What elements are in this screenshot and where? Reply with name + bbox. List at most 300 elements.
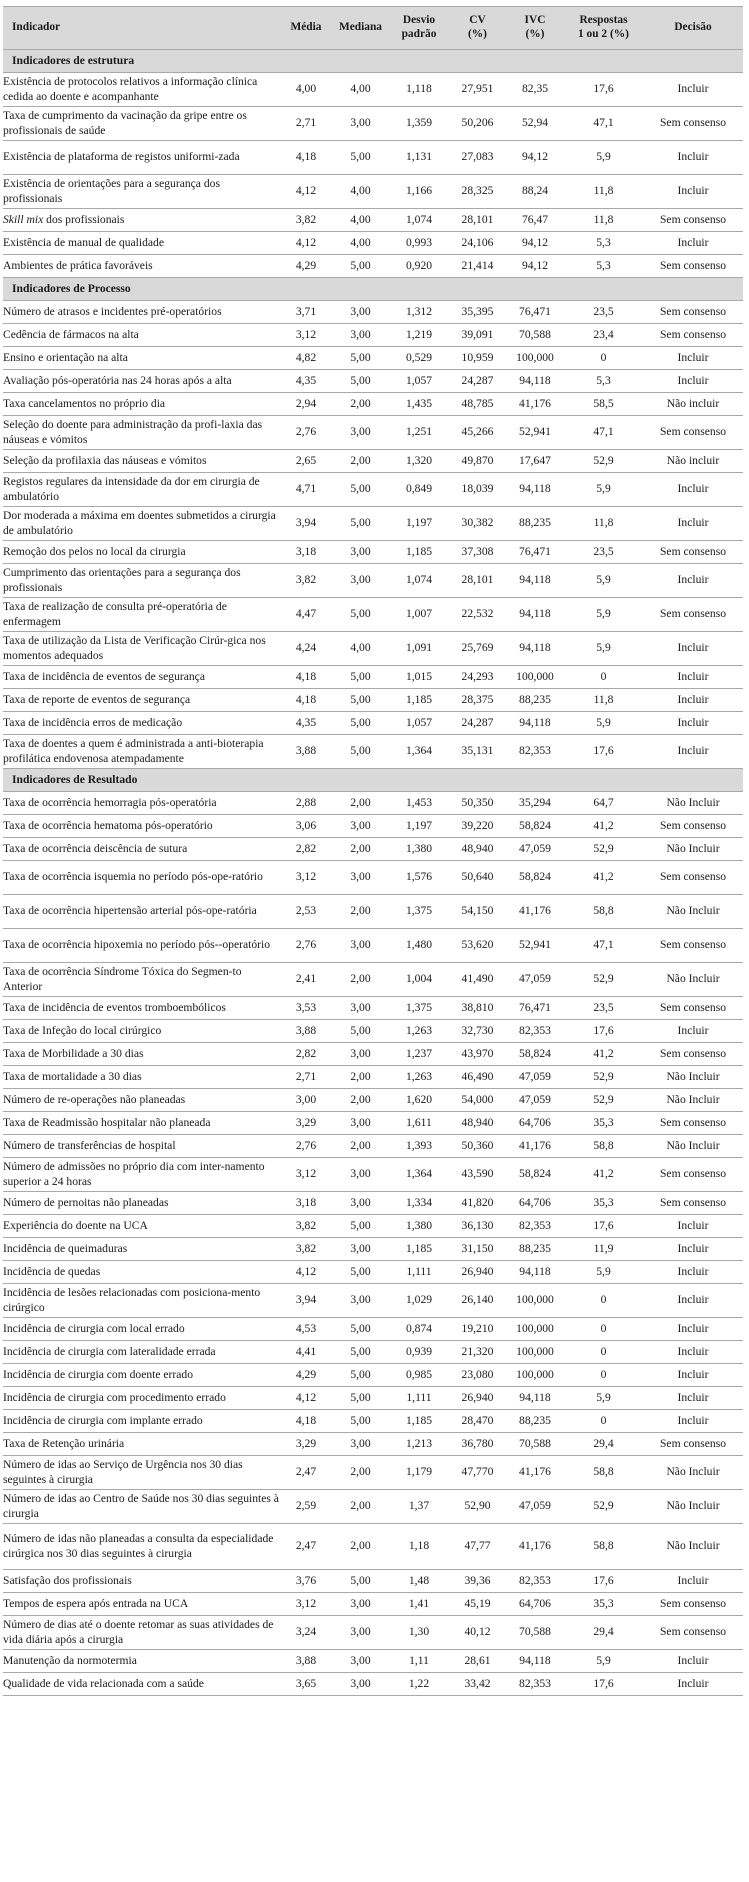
cell-cv: 48,940 <box>449 1112 506 1135</box>
table-row <box>3 1318 743 1341</box>
cell-media: 2,76 <box>280 416 332 450</box>
cell-media: 2,53 <box>280 895 332 929</box>
cell-cv: 30,382 <box>449 507 506 541</box>
cell-desvio: 1,251 <box>389 416 449 450</box>
header-mediana: Mediana <box>332 7 389 50</box>
cell-mediana: 3,00 <box>332 1284 389 1318</box>
table-row <box>3 73 743 107</box>
cell-resp: 58,8 <box>564 1135 643 1158</box>
cell-cv: 26,940 <box>449 1387 506 1410</box>
table-row <box>3 1456 743 1490</box>
cell-ivc: 100,000 <box>506 1341 564 1364</box>
table-row <box>3 1135 743 1158</box>
cell-decisao: Incluir <box>643 1570 743 1593</box>
cell-decisao: Sem consenso <box>643 1043 743 1066</box>
indicator-name: Taxa de utilização da Lista de Verificação Cirúr-gica nos momentos adequados <box>3 632 280 666</box>
indicator-name: Incidência de cirurgia com lateralidade errada <box>3 1341 280 1364</box>
cell-mediana: 2,00 <box>332 1456 389 1490</box>
cell-media: 3,18 <box>280 1192 332 1215</box>
cell-decisao: Incluir <box>643 632 743 666</box>
indicator-name: Avaliação pós-operatória nas 24 horas após a alta <box>3 370 280 393</box>
indicator-name: Taxa de Infeção do local cirúrgico <box>3 1020 280 1043</box>
cell-cv: 24,293 <box>449 666 506 689</box>
cell-ivc: 58,824 <box>506 1043 564 1066</box>
cell-ivc: 41,176 <box>506 1456 564 1490</box>
table-row <box>3 370 743 393</box>
cell-mediana: 5,00 <box>332 666 389 689</box>
indicator-name: Número de transferências de hospital <box>3 1135 280 1158</box>
table-row <box>3 1284 743 1318</box>
cell-mediana: 3,00 <box>332 301 389 324</box>
cell-ivc: 52,94 <box>506 107 564 141</box>
cell-mediana: 5,00 <box>332 507 389 541</box>
table-row <box>3 1433 743 1456</box>
cell-resp: 0 <box>564 1410 643 1433</box>
table-row <box>3 1215 743 1238</box>
cell-media: 4,41 <box>280 1341 332 1364</box>
cell-ivc: 76,471 <box>506 541 564 564</box>
cell-desvio: 1,611 <box>389 1112 449 1135</box>
cell-mediana: 5,00 <box>332 1341 389 1364</box>
cell-ivc: 70,588 <box>506 1616 564 1650</box>
table-row <box>3 1112 743 1135</box>
table-row <box>3 1261 743 1284</box>
cell-cv: 49,870 <box>449 450 506 473</box>
cell-media: 4,71 <box>280 473 332 507</box>
cell-decisao: Incluir <box>643 175 743 209</box>
cell-decisao: Incluir <box>643 1284 743 1318</box>
cell-decisao: Incluir <box>643 1673 743 1696</box>
header-respostas-line1: Respostas <box>579 14 628 27</box>
cell-cv: 45,19 <box>449 1593 506 1616</box>
cell-media: 4,29 <box>280 1364 332 1387</box>
cell-desvio: 1,007 <box>389 598 449 632</box>
cell-decisao: Incluir <box>643 347 743 370</box>
cell-ivc: 47,059 <box>506 1490 564 1524</box>
table-row <box>3 416 743 450</box>
cell-cv: 27,951 <box>449 73 506 107</box>
cell-decisao: Não Incluir <box>643 1524 743 1570</box>
cell-mediana: 3,00 <box>332 1158 389 1192</box>
table-row <box>3 1089 743 1112</box>
indicator-name: Número de atrasos e incidentes pré-operatórios <box>3 301 280 324</box>
cell-desvio: 1,41 <box>389 1593 449 1616</box>
cell-mediana: 5,00 <box>332 370 389 393</box>
cell-desvio: 1,237 <box>389 1043 449 1066</box>
cell-cv: 28,101 <box>449 209 506 232</box>
cell-media: 3,24 <box>280 1616 332 1650</box>
cell-mediana: 3,00 <box>332 1238 389 1261</box>
cell-decisao: Sem consenso <box>643 1158 743 1192</box>
cell-mediana: 4,00 <box>332 232 389 255</box>
cell-desvio: 0,529 <box>389 347 449 370</box>
table-row <box>3 1238 743 1261</box>
cell-resp: 23,5 <box>564 301 643 324</box>
cell-decisao: Não Incluir <box>643 1135 743 1158</box>
cell-media: 3,88 <box>280 735 332 769</box>
cell-desvio: 1,185 <box>389 1410 449 1433</box>
cell-mediana: 3,00 <box>332 564 389 598</box>
table-row <box>3 712 743 735</box>
cell-cv: 40,12 <box>449 1616 506 1650</box>
cell-resp: 5,9 <box>564 1387 643 1410</box>
cell-resp: 0 <box>564 347 643 370</box>
indicator-name-italic: Skill mix <box>3 212 44 226</box>
indicator-name: Seleção do doente para administração da profi-laxia das náuseas e vómitos <box>3 416 280 450</box>
cell-mediana: 2,00 <box>332 1524 389 1570</box>
table-row <box>3 1410 743 1433</box>
cell-mediana: 4,00 <box>332 175 389 209</box>
cell-cv: 50,360 <box>449 1135 506 1158</box>
cell-media: 4,24 <box>280 632 332 666</box>
cell-resp: 5,9 <box>564 141 643 175</box>
cell-media: 2,88 <box>280 792 332 815</box>
indicators-table <box>3 6 743 1696</box>
cell-desvio: 0,849 <box>389 473 449 507</box>
header-indicador: Indicador <box>3 7 280 50</box>
header-decisao: Decisão <box>643 7 743 50</box>
cell-resp: 5,9 <box>564 1261 643 1284</box>
cell-desvio: 1,364 <box>389 735 449 769</box>
cell-ivc: 94,118 <box>506 598 564 632</box>
cell-cv: 39,36 <box>449 1570 506 1593</box>
table-row <box>3 209 743 232</box>
cell-mediana: 3,00 <box>332 1593 389 1616</box>
cell-mediana: 5,00 <box>332 1020 389 1043</box>
table-row <box>3 792 743 815</box>
indicator-name: Número de idas ao Centro de Saúde nos 30 dias seguintes à cirurgia <box>3 1490 280 1524</box>
cell-mediana: 3,00 <box>332 1433 389 1456</box>
cell-ivc: 100,000 <box>506 1364 564 1387</box>
cell-decisao: Sem consenso <box>643 255 743 278</box>
table-row <box>3 301 743 324</box>
cell-cv: 48,785 <box>449 393 506 416</box>
table-row <box>3 107 743 141</box>
cell-desvio: 1,576 <box>389 861 449 895</box>
cell-ivc: 76,471 <box>506 301 564 324</box>
header-respostas <box>564 7 643 50</box>
cell-mediana: 5,00 <box>332 1364 389 1387</box>
cell-decisao: Incluir <box>643 666 743 689</box>
table-row <box>3 450 743 473</box>
cell-decisao: Sem consenso <box>643 209 743 232</box>
table-row <box>3 324 743 347</box>
cell-media: 4,18 <box>280 1410 332 1433</box>
cell-ivc: 70,588 <box>506 324 564 347</box>
cell-ivc: 70,588 <box>506 1433 564 1456</box>
cell-media: 4,00 <box>280 73 332 107</box>
indicator-name: Existência de protocolos relativos a informação clínica cedida ao doente e acompanhante <box>3 73 280 107</box>
table-row <box>3 141 743 175</box>
cell-resp: 29,4 <box>564 1616 643 1650</box>
indicator-name: Taxa de cumprimento da vacinação da gripe entre os profissionais de saúde <box>3 107 280 141</box>
cell-desvio: 1,375 <box>389 895 449 929</box>
header-desvio-line2: padrão <box>401 28 437 40</box>
cell-decisao: Não Incluir <box>643 1089 743 1112</box>
indicator-name: Ensino e orientação na alta <box>3 347 280 370</box>
cell-cv: 36,130 <box>449 1215 506 1238</box>
cell-decisao: Incluir <box>643 141 743 175</box>
cell-mediana: 3,00 <box>332 1650 389 1673</box>
cell-ivc: 64,706 <box>506 1192 564 1215</box>
cell-desvio: 1,111 <box>389 1261 449 1284</box>
cell-mediana: 3,00 <box>332 929 389 963</box>
cell-media: 2,65 <box>280 450 332 473</box>
cell-desvio: 1,057 <box>389 370 449 393</box>
cell-decisao: Não incluir <box>643 450 743 473</box>
indicator-name: Taxa de Readmissão hospitalar não planeada <box>3 1112 280 1135</box>
cell-decisao: Não Incluir <box>643 838 743 861</box>
indicator-name: Incidência de lesões relacionadas com posiciona-mento cirúrgico <box>3 1284 280 1318</box>
header-ivc-line1: IVC <box>524 14 546 27</box>
cell-media: 4,29 <box>280 255 332 278</box>
cell-desvio: 1,213 <box>389 1433 449 1456</box>
cell-media: 2,76 <box>280 929 332 963</box>
cell-desvio: 1,48 <box>389 1570 449 1593</box>
cell-ivc: 82,35 <box>506 73 564 107</box>
cell-resp: 41,2 <box>564 1158 643 1192</box>
cell-desvio: 1,30 <box>389 1616 449 1650</box>
indicator-name: Existência de manual de qualidade <box>3 232 280 255</box>
cell-media: 3,12 <box>280 1158 332 1192</box>
indicator-name: Incidência de cirurgia com local errado <box>3 1318 280 1341</box>
cell-mediana: 5,00 <box>332 141 389 175</box>
cell-resp: 11,8 <box>564 209 643 232</box>
cell-desvio: 1,380 <box>389 838 449 861</box>
indicator-name: Satisfação dos profissionais <box>3 1570 280 1593</box>
cell-ivc: 58,824 <box>506 815 564 838</box>
cell-ivc: 82,353 <box>506 1570 564 1593</box>
cell-cv: 41,820 <box>449 1192 506 1215</box>
cell-mediana: 3,00 <box>332 815 389 838</box>
cell-resp: 5,9 <box>564 1650 643 1673</box>
cell-media: 4,18 <box>280 666 332 689</box>
cell-desvio: 1,111 <box>389 1387 449 1410</box>
header-desvio <box>389 7 449 50</box>
cell-desvio: 1,015 <box>389 666 449 689</box>
table-row <box>3 963 743 997</box>
indicator-name <box>3 209 280 232</box>
cell-cv: 21,320 <box>449 1341 506 1364</box>
cell-ivc: 76,47 <box>506 209 564 232</box>
cell-resp: 58,8 <box>564 1456 643 1490</box>
cell-mediana: 5,00 <box>332 1215 389 1238</box>
cell-decisao: Sem consenso <box>643 1192 743 1215</box>
cell-cv: 43,970 <box>449 1043 506 1066</box>
cell-resp: 52,9 <box>564 1066 643 1089</box>
cell-media: 3,12 <box>280 324 332 347</box>
cell-ivc: 82,353 <box>506 1020 564 1043</box>
cell-mediana: 2,00 <box>332 393 389 416</box>
indicator-name: Taxa de ocorrência hipertensão arterial pós-ope-ratória <box>3 895 280 929</box>
cell-mediana: 2,00 <box>332 450 389 473</box>
cell-desvio: 1,185 <box>389 1238 449 1261</box>
indicator-name: Número de pernoitas não planeadas <box>3 1192 280 1215</box>
cell-mediana: 3,00 <box>332 541 389 564</box>
cell-resp: 17,6 <box>564 1673 643 1696</box>
cell-mediana: 4,00 <box>332 632 389 666</box>
cell-decisao: Não incluir <box>643 393 743 416</box>
cell-resp: 29,4 <box>564 1433 643 1456</box>
cell-resp: 17,6 <box>564 1215 643 1238</box>
cell-decisao: Incluir <box>643 370 743 393</box>
cell-decisao: Incluir <box>643 1341 743 1364</box>
cell-resp: 11,9 <box>564 1238 643 1261</box>
cell-ivc: 94,118 <box>506 712 564 735</box>
cell-resp: 47,1 <box>564 416 643 450</box>
indicator-name: Existência de orientações para a segurança dos profissionais <box>3 175 280 209</box>
cell-decisao: Não Incluir <box>643 963 743 997</box>
cell-cv: 28,375 <box>449 689 506 712</box>
cell-desvio: 1,219 <box>389 324 449 347</box>
cell-cv: 52,90 <box>449 1490 506 1524</box>
cell-cv: 50,640 <box>449 861 506 895</box>
cell-resp: 41,2 <box>564 861 643 895</box>
cell-cv: 47,770 <box>449 1456 506 1490</box>
section-header-row <box>3 769 743 792</box>
table-row <box>3 393 743 416</box>
header-desvio-line1: Desvio <box>402 14 436 27</box>
cell-cv: 32,730 <box>449 1020 506 1043</box>
cell-media: 4,35 <box>280 370 332 393</box>
cell-media: 3,71 <box>280 301 332 324</box>
cell-cv: 27,083 <box>449 141 506 175</box>
cell-ivc: 47,059 <box>506 963 564 997</box>
indicator-name: Taxa de ocorrência isquemia no período pós-ope-ratório <box>3 861 280 895</box>
cell-ivc: 94,12 <box>506 141 564 175</box>
cell-ivc: 94,118 <box>506 473 564 507</box>
cell-resp: 23,5 <box>564 541 643 564</box>
cell-ivc: 100,000 <box>506 1318 564 1341</box>
cell-ivc: 94,118 <box>506 1261 564 1284</box>
cell-desvio: 1,091 <box>389 632 449 666</box>
cell-desvio: 1,057 <box>389 712 449 735</box>
cell-media: 4,47 <box>280 598 332 632</box>
cell-ivc: 82,353 <box>506 1215 564 1238</box>
cell-desvio: 1,179 <box>389 1456 449 1490</box>
cell-mediana: 5,00 <box>332 712 389 735</box>
cell-decisao: Não Incluir <box>643 895 743 929</box>
cell-media: 2,47 <box>280 1524 332 1570</box>
indicator-name: Incidência de cirurgia com doente errado <box>3 1364 280 1387</box>
cell-resp: 11,8 <box>564 689 643 712</box>
cell-mediana: 5,00 <box>332 255 389 278</box>
cell-media: 3,76 <box>280 1570 332 1593</box>
cell-ivc: 94,12 <box>506 232 564 255</box>
cell-media: 4,35 <box>280 712 332 735</box>
table-row <box>3 1524 743 1570</box>
cell-cv: 45,266 <box>449 416 506 450</box>
table-row <box>3 997 743 1020</box>
cell-cv: 21,414 <box>449 255 506 278</box>
cell-cv: 19,210 <box>449 1318 506 1341</box>
indicator-name: Remoção dos pelos no local da cirurgia <box>3 541 280 564</box>
indicator-name: Taxa de incidência de eventos de segurança <box>3 666 280 689</box>
cell-resp: 17,6 <box>564 1020 643 1043</box>
cell-media: 4,12 <box>280 232 332 255</box>
cell-decisao: Incluir <box>643 712 743 735</box>
cell-ivc: 64,706 <box>506 1112 564 1135</box>
cell-decisao: Incluir <box>643 1261 743 1284</box>
cell-desvio: 0,993 <box>389 232 449 255</box>
cell-media: 2,76 <box>280 1135 332 1158</box>
cell-resp: 0 <box>564 666 643 689</box>
cell-desvio: 1,312 <box>389 301 449 324</box>
indicator-name: Experiência do doente na UCA <box>3 1215 280 1238</box>
indicator-name: Taxa de incidência erros de medicação <box>3 712 280 735</box>
table-row <box>3 632 743 666</box>
cell-mediana: 5,00 <box>332 1318 389 1341</box>
cell-media: 4,12 <box>280 1261 332 1284</box>
indicator-name: Número de re-operações não planeadas <box>3 1089 280 1112</box>
table-row <box>3 895 743 929</box>
cell-media: 4,18 <box>280 689 332 712</box>
cell-decisao: Incluir <box>643 1387 743 1410</box>
cell-desvio: 1,393 <box>389 1135 449 1158</box>
cell-decisao: Sem consenso <box>643 107 743 141</box>
cell-cv: 25,769 <box>449 632 506 666</box>
indicator-name: Taxa de ocorrência deiscência de sutura <box>3 838 280 861</box>
table-row <box>3 689 743 712</box>
table-row <box>3 1387 743 1410</box>
section-title: Indicadores de Resultado <box>3 769 743 792</box>
cell-ivc: 58,824 <box>506 1158 564 1192</box>
cell-mediana: 2,00 <box>332 838 389 861</box>
cell-media: 3,88 <box>280 1020 332 1043</box>
cell-decisao: Incluir <box>643 735 743 769</box>
cell-cv: 26,940 <box>449 1261 506 1284</box>
cell-decisao: Incluir <box>643 1364 743 1387</box>
header-respostas-line2: 1 ou 2 (%) <box>578 28 629 40</box>
cell-decisao: Sem consenso <box>643 997 743 1020</box>
cell-mediana: 3,00 <box>332 997 389 1020</box>
cell-cv: 35,131 <box>449 735 506 769</box>
cell-media: 3,88 <box>280 1650 332 1673</box>
cell-cv: 22,532 <box>449 598 506 632</box>
cell-resp: 0 <box>564 1341 643 1364</box>
cell-ivc: 41,176 <box>506 895 564 929</box>
cell-media: 3,29 <box>280 1433 332 1456</box>
cell-resp: 11,8 <box>564 175 643 209</box>
cell-desvio: 1,22 <box>389 1673 449 1696</box>
indicator-name: Seleção da profilaxia das náuseas e vómitos <box>3 450 280 473</box>
cell-resp: 64,7 <box>564 792 643 815</box>
indicator-name: Taxa de reporte de eventos de segurança <box>3 689 280 712</box>
cell-cv: 36,780 <box>449 1433 506 1456</box>
cell-decisao: Incluir <box>643 73 743 107</box>
cell-desvio: 1,074 <box>389 209 449 232</box>
cell-resp: 23,5 <box>564 997 643 1020</box>
section-title: Indicadores de estrutura <box>3 50 743 73</box>
cell-cv: 26,140 <box>449 1284 506 1318</box>
cell-mediana: 5,00 <box>332 735 389 769</box>
cell-resp: 5,9 <box>564 712 643 735</box>
indicator-name: Qualidade de vida relacionada com a saúde <box>3 1673 280 1696</box>
cell-ivc: 64,706 <box>506 1593 564 1616</box>
cell-resp: 5,9 <box>564 473 643 507</box>
cell-resp: 47,1 <box>564 107 643 141</box>
cell-ivc: 47,059 <box>506 1066 564 1089</box>
cell-cv: 23,080 <box>449 1364 506 1387</box>
cell-desvio: 1,620 <box>389 1089 449 1112</box>
cell-resp: 0 <box>564 1318 643 1341</box>
cell-cv: 54,000 <box>449 1089 506 1112</box>
cell-media: 3,94 <box>280 1284 332 1318</box>
table-row <box>3 1341 743 1364</box>
cell-decisao: Sem consenso <box>643 598 743 632</box>
cell-decisao: Incluir <box>643 473 743 507</box>
cell-media: 3,06 <box>280 815 332 838</box>
